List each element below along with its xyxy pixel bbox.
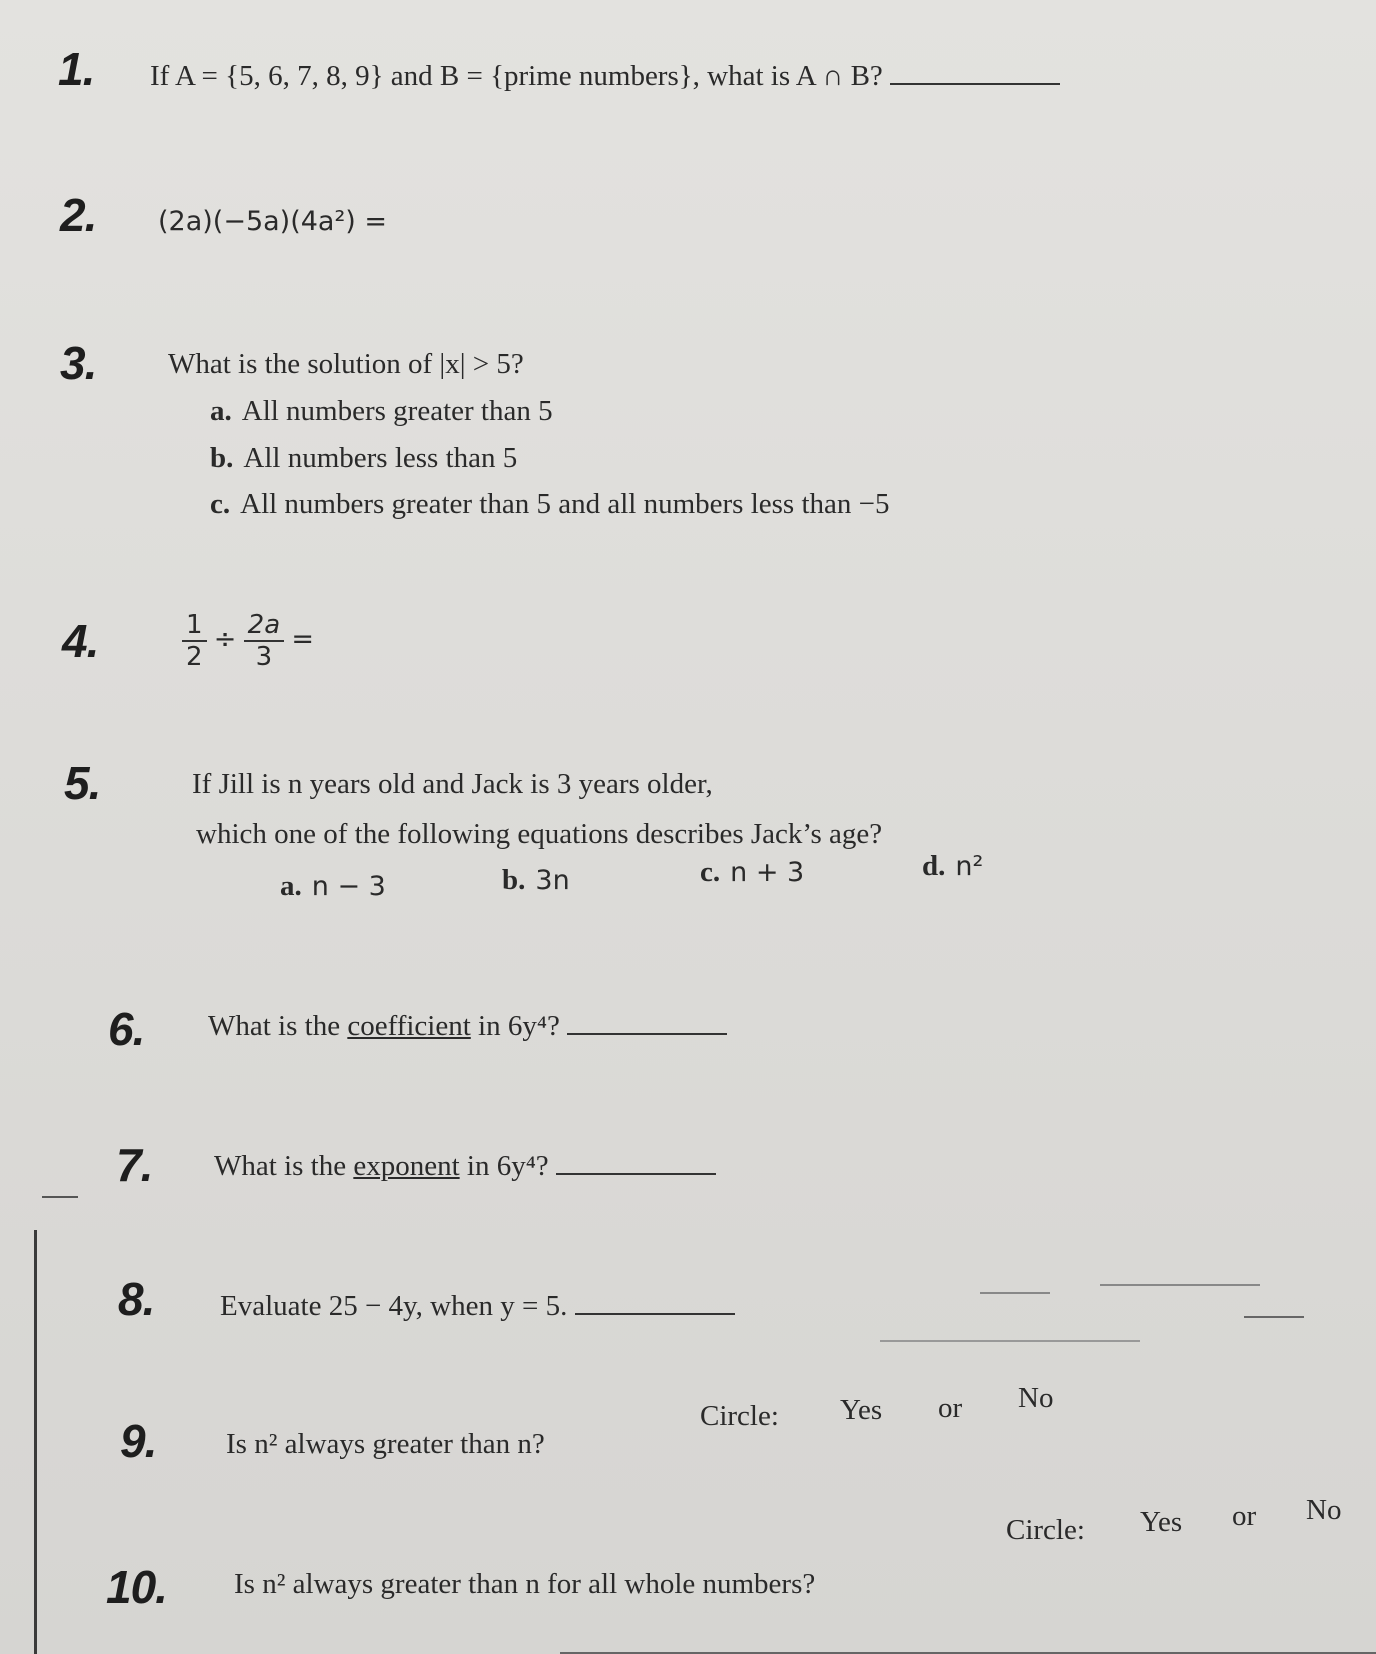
question-5-option-c[interactable] — [700, 856, 804, 889]
question-6-keyword: coefficient — [347, 1010, 471, 1042]
question-5-line2: which one of the following equations describes Jack’s age? — [196, 818, 883, 850]
denominator: 3 — [255, 642, 273, 672]
question-3-option-b[interactable] — [210, 442, 517, 475]
question-10-or: or — [1232, 1500, 1257, 1532]
option-text: 3n — [535, 865, 570, 896]
option-text: n + 3 — [730, 857, 805, 888]
question-3-option-a[interactable] — [210, 395, 553, 428]
question-9-no-choice[interactable]: No — [1018, 1382, 1054, 1414]
question-3-option-c[interactable] — [210, 488, 889, 521]
question-6-answer-blank[interactable] — [567, 1033, 727, 1035]
question-8-answer-blank[interactable] — [575, 1313, 735, 1315]
question-9-or: or — [938, 1392, 963, 1424]
question-1-text — [150, 60, 1060, 93]
question-7-number: 7. — [116, 1139, 153, 1191]
divide-operator: ÷ — [213, 623, 237, 655]
stray-line — [1244, 1316, 1304, 1318]
question-8-prompt: Evaluate 25 − 4y, when y = 5. — [220, 1290, 568, 1322]
option-text: n − 3 — [311, 871, 386, 902]
question-8-text — [220, 1290, 735, 1323]
option-text: All numbers greater than 5 — [241, 395, 553, 427]
question-6-number: 6. — [108, 1003, 145, 1055]
question-10-circle-label: Circle: — [1006, 1514, 1085, 1546]
question-3-number: 3. — [60, 337, 97, 389]
question-7-keyword: exponent — [353, 1150, 460, 1182]
fraction-two-a-over-three — [244, 610, 284, 672]
question-5-option-a[interactable] — [280, 870, 386, 903]
option-letter: b. — [502, 864, 526, 896]
question-10-prompt: Is n² always greater than n for all whole numbers? — [234, 1568, 816, 1600]
question-9-yes-choice[interactable]: Yes — [840, 1394, 883, 1426]
stray-line — [880, 1340, 1140, 1342]
question-7-text — [214, 1150, 716, 1183]
option-text: All numbers less than 5 — [243, 442, 518, 474]
stray-line — [1100, 1284, 1260, 1286]
option-letter: c. — [700, 856, 721, 888]
question-2-number: 2. — [60, 189, 97, 241]
question-5-number: 5. — [64, 757, 101, 809]
question-3-prompt: What is the solution of |x| > 5? — [168, 348, 524, 380]
question-1-number: 1. — [58, 43, 95, 95]
numerator: 1 — [182, 610, 207, 642]
question-9-number: 9. — [120, 1415, 157, 1467]
question-5-option-b[interactable] — [502, 864, 570, 897]
question-10-number: 10. — [106, 1561, 167, 1613]
option-text: n² — [955, 851, 984, 882]
question-8-number: 8. — [118, 1273, 155, 1325]
equals-sign: = — [291, 623, 315, 655]
question-1-prompt: If A = {5, 6, 7, 8, 9} and B = {prime numbers}, what is A ∩ B? — [150, 60, 883, 92]
question-2-expression: (2a)(−5a)(4a²) = — [158, 206, 388, 237]
question-4-expression — [182, 610, 314, 672]
question-10-yes-choice[interactable]: Yes — [1140, 1506, 1183, 1538]
stray-line — [980, 1292, 1050, 1294]
option-letter: a. — [280, 870, 302, 902]
question-6-pre: What is the — [208, 1010, 341, 1042]
question-5-line1: If Jill is n years old and Jack is 3 years older, — [192, 768, 713, 800]
option-letter: d. — [922, 850, 946, 882]
question-1-answer-blank[interactable] — [890, 83, 1060, 85]
question-7-post: in 6y⁴? — [466, 1150, 549, 1182]
question-9-prompt: Is n² always greater than n? — [226, 1428, 545, 1460]
numerator: 2a — [244, 610, 284, 642]
question-6-post: in 6y⁴? — [478, 1010, 560, 1042]
question-10-no-choice[interactable]: No — [1306, 1494, 1342, 1526]
denominator: 2 — [186, 642, 203, 672]
question-9-circle-label: Circle: — [700, 1400, 779, 1432]
option-letter: a. — [210, 395, 232, 427]
left-margin-line — [34, 1230, 37, 1654]
option-letter: c. — [210, 488, 231, 520]
question-7-answer-blank[interactable] — [556, 1173, 716, 1175]
option-letter: b. — [210, 442, 234, 474]
fraction-one-half — [182, 610, 207, 672]
question-4-number: 4. — [62, 615, 99, 667]
question-7-pre: What is the — [214, 1150, 347, 1182]
option-text: All numbers greater than 5 and all numbers less than −5 — [240, 488, 890, 520]
question-5-option-d[interactable] — [922, 850, 983, 883]
stray-line — [42, 1196, 78, 1198]
question-6-text — [208, 1010, 727, 1043]
